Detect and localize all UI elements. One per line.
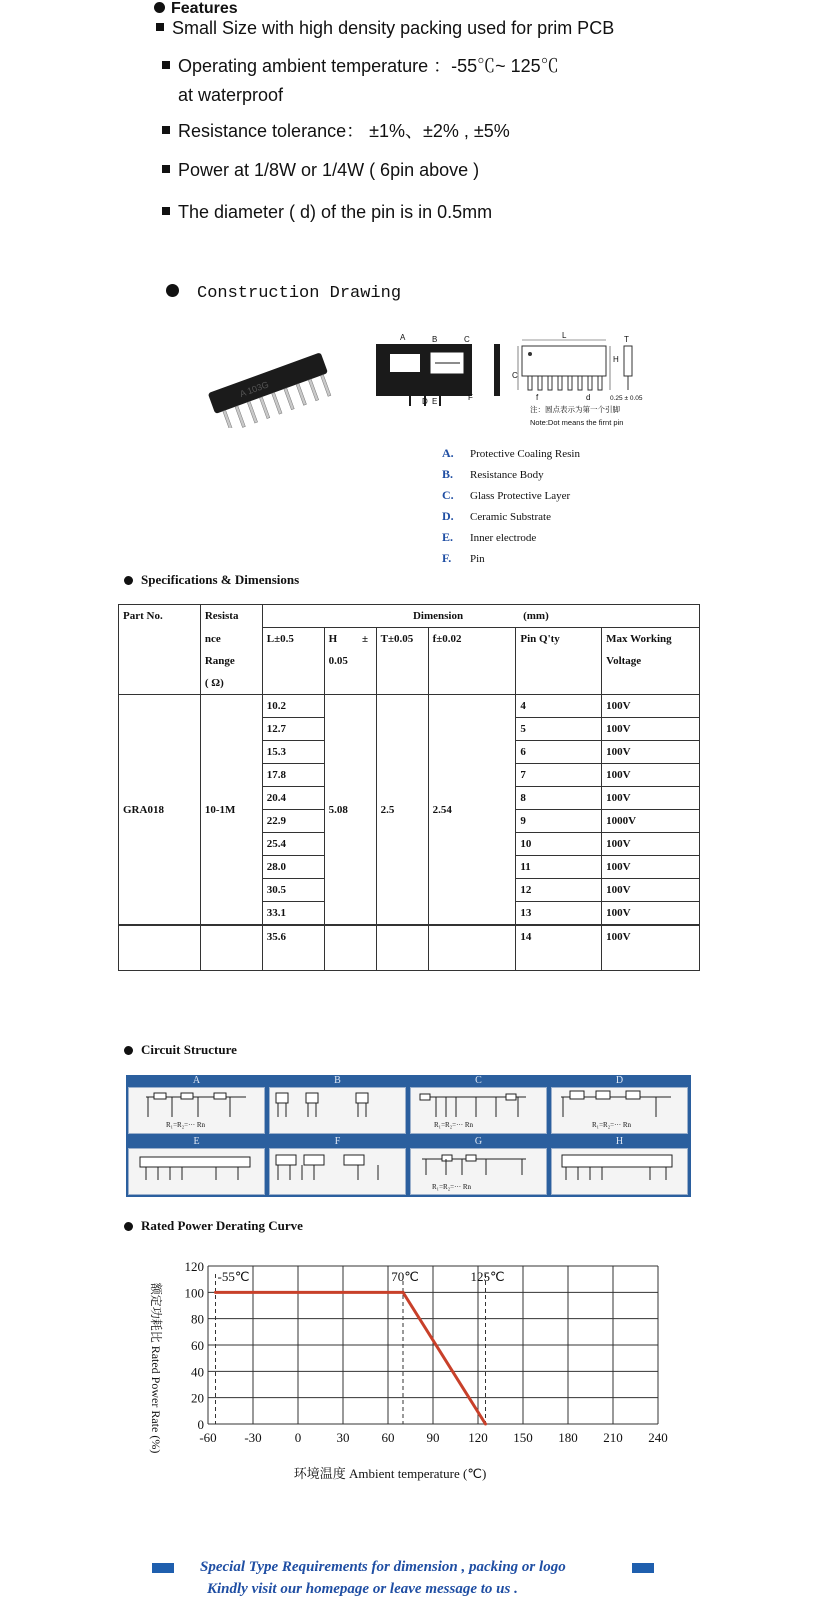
circuit-label-d: D: [615, 1075, 624, 1086]
cell-voltage: 100V: [602, 718, 700, 741]
dim-t: T: [624, 335, 629, 344]
feature-item: Power at 1/8W or 1/4W ( 6pin above ): [162, 160, 479, 181]
cell-l: 12.7: [262, 718, 324, 741]
curve-point: [214, 1291, 217, 1294]
side-view: [494, 344, 500, 396]
dim-h: H: [613, 355, 619, 364]
circuit-label-a: A: [192, 1075, 201, 1086]
note-cn: 注：圆点表示为第一个引脚: [530, 405, 620, 414]
cell-f: 2.54: [428, 695, 516, 926]
header-resistance-1: Resista: [200, 605, 262, 628]
table-header-row: [119, 628, 700, 651]
cell-voltage: 100V: [602, 833, 700, 856]
feature-item: Resistance tolerance： ±1%、±2% , ±5%: [162, 117, 510, 143]
bullet-icon: [154, 2, 165, 13]
x-tick-label: 150: [513, 1430, 533, 1445]
header-t: T±0.05: [376, 628, 428, 695]
cell-part-no-empty: [119, 925, 201, 971]
cell-pin: 12: [516, 879, 602, 902]
cell-l: 33.1: [262, 902, 324, 926]
legend-item-d: D. Ceramic Substrate: [442, 509, 551, 523]
legend-item-b: B. Resistance Body: [442, 467, 544, 481]
circuit-label-f: F: [334, 1136, 341, 1147]
cell-voltage: 100V: [602, 925, 700, 971]
header-h: H ±: [324, 628, 376, 651]
x-tick-label: 0: [294, 1430, 302, 1445]
cell-range-empty: [200, 925, 262, 971]
cell-pin: 6: [516, 741, 602, 764]
feature-item: Operating ambient temperature ：-55℃~ 125℃: [162, 52, 559, 78]
cell-f-empty: [428, 925, 516, 971]
square-bullet-icon: [162, 126, 170, 134]
x-tick-label: 210: [603, 1430, 623, 1445]
legend-item-a: A. Protective Coaling Resin: [442, 446, 580, 460]
header-h-2: 0.05: [324, 650, 376, 695]
y-tick-label: 120: [184, 1259, 204, 1274]
cell-voltage: 100V: [602, 879, 700, 902]
circuit-formula-d: R₁=R₂=··· Rn: [592, 1121, 632, 1129]
dim-d: d: [586, 393, 591, 402]
square-bullet-icon: [162, 165, 170, 173]
curve-point: [402, 1291, 405, 1294]
label-d: D: [422, 397, 428, 406]
label-f: F: [468, 393, 473, 402]
cell-voltage: 100V: [602, 764, 700, 787]
front-outline: [522, 346, 606, 376]
label-c: C: [464, 335, 470, 344]
x-tick-label: 60: [381, 1430, 395, 1445]
header-l: L±0.5: [262, 628, 324, 695]
cell-part-no: GRA018: [119, 695, 201, 926]
cell-l: 22.9: [262, 810, 324, 833]
y-tick-label: 60: [191, 1338, 204, 1353]
circuit-schematics: [126, 1075, 691, 1197]
temperature-annotation: 70℃: [391, 1269, 419, 1284]
cell-l: 30.5: [262, 879, 324, 902]
footer-bar-right: [632, 1563, 654, 1573]
circuit-diagram-panel: [126, 1075, 691, 1197]
cell-l: 15.3: [262, 741, 324, 764]
circuit-formula-c: R₁=R₂=··· Rn: [434, 1121, 474, 1129]
footer-bar-left: [152, 1563, 174, 1573]
label-b: B: [432, 335, 438, 344]
chart-ylabel: 额定功耗比 Rated Power Rate (%): [149, 1282, 163, 1454]
x-tick-label: 90: [426, 1430, 440, 1445]
feature-item: The diameter ( d) of the pin is in 0.5mm: [162, 202, 492, 223]
cell-voltage: 1000V: [602, 810, 700, 833]
x-tick-label: 30: [336, 1430, 350, 1445]
table-row: [119, 695, 700, 718]
derating-chart: [120, 1256, 700, 1486]
chart-annotations: [218, 1269, 505, 1284]
square-bullet-icon: [162, 61, 170, 69]
y-tick-label: 20: [191, 1390, 204, 1406]
bullet-icon: [124, 1046, 133, 1055]
note-en: Note:Dot means the firnt pin: [530, 418, 624, 427]
dim-l: L: [562, 331, 567, 340]
circuit-label-c: C: [475, 1075, 482, 1086]
footer-line-1: Special Type Requirements for dimension , packing or logo: [200, 1559, 566, 1575]
square-bullet-icon: [156, 23, 164, 31]
x-tick-label: -60: [199, 1430, 217, 1445]
cell-voltage: 100V: [602, 902, 700, 926]
cell-l: 28.0: [262, 856, 324, 879]
cell-pin: 5: [516, 718, 602, 741]
label-e: E: [432, 397, 438, 406]
header-pin: Pin Q'ty: [516, 628, 602, 695]
x-tick-label: 240: [648, 1430, 668, 1445]
construction-schematic: [370, 328, 670, 436]
header-resistance-4: ( Ω): [200, 672, 262, 695]
circuit-heading: Circuit Structure: [124, 1042, 237, 1058]
derating-heading: Rated Power Derating Curve: [124, 1218, 303, 1234]
chart-xlabel: 环境温度 Ambient temperature (℃): [293, 1466, 487, 1481]
y-tick-label: 40: [191, 1364, 204, 1380]
dim-tolerance: 0.25 ± 0.05: [610, 395, 643, 402]
cell-pin: 14: [516, 925, 602, 971]
bullet-icon: [124, 1222, 133, 1231]
cell-l: 25.4: [262, 833, 324, 856]
cell-pin: 8: [516, 787, 602, 810]
dim-c: C: [512, 371, 518, 380]
circuit-formula-a: R₁=R₂=··· Rn: [166, 1121, 206, 1129]
x-tick-label: 180: [558, 1430, 578, 1445]
specs-heading: Specifications & Dimensions: [124, 572, 299, 588]
y-tick-label: 0: [197, 1417, 204, 1432]
legend-item-f: F. Pin: [442, 551, 485, 565]
circuit-label-g: G: [474, 1136, 483, 1147]
x-tick-label: -30: [244, 1430, 262, 1445]
curve-point: [484, 1423, 487, 1426]
feature-item: at waterproof: [178, 85, 284, 105]
cell-l: 10.2: [262, 695, 324, 718]
cell-pin: 7: [516, 764, 602, 787]
cell-pin: 11: [516, 856, 602, 879]
circuit-label-e: E: [193, 1136, 200, 1147]
header-part-no: Part No.: [119, 605, 201, 695]
circuit-label-h: H: [615, 1136, 624, 1147]
bullet-icon: [166, 284, 179, 297]
features-heading: [154, 0, 238, 18]
header-dimension: Dimension (mm): [262, 605, 699, 628]
part-marking: A 103G: [238, 379, 270, 400]
footer-line-2: Kindly visit our homepage or leave message to us .: [207, 1581, 518, 1597]
chart-grid: [208, 1266, 658, 1424]
label-a: A: [400, 333, 406, 342]
cell-h: 5.08: [324, 695, 376, 926]
dim-f: f: [536, 393, 539, 402]
cell-l: 35.6: [262, 925, 324, 971]
x-tick-label: 120: [468, 1430, 488, 1445]
cell-voltage: 100V: [602, 856, 700, 879]
cell-pin: 4: [516, 695, 602, 718]
features-title: Features: [171, 0, 238, 17]
cell-voltage: 100V: [602, 695, 700, 718]
chart-curve: [214, 1291, 487, 1426]
header-resistance-2: nce: [200, 628, 262, 651]
table-row: [119, 925, 700, 971]
header-f: f±0.02: [428, 628, 516, 695]
circuit-formula-g: R₁=R₂=··· Rn: [432, 1183, 472, 1191]
cell-voltage: 100V: [602, 787, 700, 810]
specs-table: [118, 604, 700, 971]
table-header-row: [119, 605, 700, 628]
cell-t: 2.5: [376, 695, 428, 926]
circuit-label-b: B: [334, 1075, 341, 1086]
cell-l: 20.4: [262, 787, 324, 810]
cell-pin: 10: [516, 833, 602, 856]
legend-item-c: C. Glass Protective Layer: [442, 488, 571, 502]
cell-l: 17.8: [262, 764, 324, 787]
header-voltage-1: Max Working: [602, 628, 700, 651]
construction-heading: Construction Drawing: [166, 284, 401, 303]
header-voltage-2: Voltage: [602, 650, 700, 695]
resistor-network-photo: [200, 348, 350, 428]
header-resistance-3: Range: [200, 650, 262, 672]
cell-voltage: 100V: [602, 741, 700, 764]
cell-pin: 9: [516, 810, 602, 833]
y-tick-label: 80: [191, 1311, 204, 1327]
features-section: [0, 0, 823, 240]
cell-range: 10-1M: [200, 695, 262, 926]
cell-h-empty: [324, 925, 376, 971]
cell-pin: 13: [516, 902, 602, 926]
legend-item-e: E. Inner electrode: [442, 530, 537, 544]
square-bullet-icon: [162, 207, 170, 215]
temperature-annotation: 125℃: [470, 1269, 505, 1284]
y-tick-label: 100: [184, 1285, 204, 1301]
chart-tick-labels: [185, 1259, 668, 1445]
bullet-icon: [124, 576, 133, 585]
temperature-annotation: -55℃: [217, 1269, 250, 1284]
derating-curve-line: [216, 1292, 486, 1424]
cell-t-empty: [376, 925, 428, 971]
feature-item: Small Size with high density packing used for prim PCB: [156, 18, 614, 39]
chart-reference-lines: [216, 1274, 486, 1424]
